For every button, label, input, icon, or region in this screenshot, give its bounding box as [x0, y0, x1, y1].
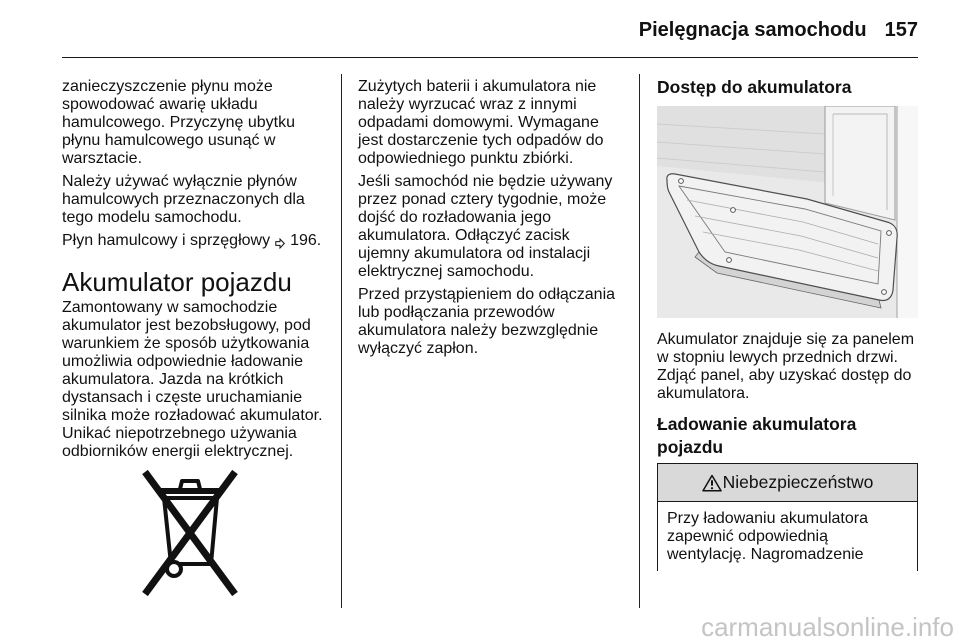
- text-line: Przy ładowaniu akumulatora: [667, 510, 868, 527]
- text-line: silnika może rozładować akumulator.: [62, 407, 323, 424]
- text-line: należy wyrzucać wraz z innymi: [358, 96, 577, 113]
- header-rule: [62, 57, 918, 58]
- crossed-out-wheelie-bin-icon: [140, 468, 240, 598]
- subheading-text: Dostęp do akumulatora: [657, 77, 852, 97]
- text-line: spowodować awarię układu: [62, 96, 258, 113]
- text-line: lub podłączania przewodów: [358, 304, 555, 321]
- text-line: akumulatora należy bezwzględnie: [358, 322, 599, 339]
- paragraph-ignition-off: [358, 286, 615, 358]
- watermark: carmanualsonline.info: [701, 612, 954, 642]
- paragraph-battery-disposal: [358, 78, 603, 168]
- column-divider-1: [341, 74, 342, 608]
- text-line: wentylację. Nagromadzenie: [667, 546, 864, 563]
- section-title: Pielęgnacja samochodu: [638, 19, 867, 41]
- text-line: ujemny akumulatora od instalacji: [358, 245, 591, 262]
- cross-reference-page: 196.: [290, 232, 322, 249]
- page-header: [639, 18, 918, 42]
- subheading-battery-access: [657, 77, 851, 97]
- cross-reference: [62, 232, 321, 250]
- danger-warning-box: [657, 463, 918, 571]
- paragraph-approved-fluids: [62, 173, 305, 227]
- page-number: 157: [884, 19, 918, 41]
- cross-reference-arrow-icon: [275, 236, 285, 247]
- cross-reference-text: Płyn hamulcowy i sprzęgłowy: [62, 232, 271, 249]
- text-line: w stopniu lewych przednich drzwi.: [657, 349, 898, 366]
- text-line: Jeśli samochód nie będzie używany: [358, 173, 613, 190]
- text-line: hamulcowego. Przyczynę ubytku: [62, 114, 295, 131]
- text-line: płynu hamulcowego usunąć w: [62, 132, 276, 149]
- text-line: akumulatora. Jazda na krótkich: [62, 371, 284, 388]
- text-line: Zużytych baterii i akumulatora nie: [358, 78, 597, 95]
- text-line: warunkiem że sposób użytkowania: [62, 335, 310, 352]
- text-line: Należy używać wyłącznie płynów: [62, 173, 297, 190]
- text-line: jest dostarczenie tych odpadów do: [358, 132, 604, 149]
- text-line: Zamontowany w samochodzie: [62, 299, 278, 316]
- text-line: dystansach i częste uruchamianie: [62, 389, 303, 406]
- paragraph-maintenance-free-battery: [62, 299, 323, 461]
- door-step-panel-illustration: [657, 106, 918, 318]
- text-line: Unikać niepotrzebnego używania: [62, 425, 297, 442]
- paragraph-brake-fluid-contamination: [62, 78, 295, 168]
- paragraph-battery-location: [657, 331, 914, 403]
- text-line: dojść do rozładowania jego: [358, 209, 552, 226]
- warning-header: [658, 464, 917, 502]
- subheading-battery-charging: [657, 413, 856, 459]
- section-heading-battery: Akumulator pojazdu: [62, 267, 292, 297]
- text-line: hamulcowych przeznaczonych dla: [62, 191, 305, 208]
- subheading-text: pojazdu: [657, 437, 724, 457]
- text-line: umożliwia odpowiednie ładowanie: [62, 353, 304, 370]
- text-line: elektrycznej samochodu.: [358, 263, 535, 280]
- text-line: Zdjąć panel, aby uzyskać dostęp do: [657, 367, 912, 384]
- subheading-text: Ładowanie akumulatora: [657, 414, 857, 434]
- text-line: akumulatora. Odłączyć zacisk: [358, 227, 570, 244]
- text-line: odpadami domowymi. Wymagane: [358, 114, 599, 131]
- paragraph-long-term-storage: [358, 173, 612, 281]
- text-line: odbiorników energii elektrycznej.: [62, 443, 294, 460]
- text-line: Przed przystąpieniem do odłączania: [358, 286, 616, 303]
- text-line: odpowiedniego punktu zbiórki.: [358, 150, 574, 167]
- text-line: zapewnić odpowiednią: [667, 528, 828, 545]
- text-line: tego modelu samochodu.: [62, 209, 242, 226]
- text-line: Akumulator znajduje się za panelem: [657, 331, 915, 348]
- text-line: zanieczyszczenie płynu może: [62, 78, 273, 95]
- text-line: akumulator jest bezobsługowy, pod: [62, 317, 311, 334]
- text-line: przez ponad cztery tygodnie, może: [358, 191, 607, 208]
- warning-body: [658, 502, 917, 564]
- text-line: wyłączyć zapłon.: [358, 340, 479, 357]
- text-line: warsztacie.: [62, 150, 143, 167]
- warning-title: Niebezpieczeństwo: [722, 472, 874, 492]
- warning-triangle-icon: [702, 474, 722, 492]
- text-line: akumulatora.: [657, 385, 750, 402]
- column-divider-2: [639, 74, 640, 608]
